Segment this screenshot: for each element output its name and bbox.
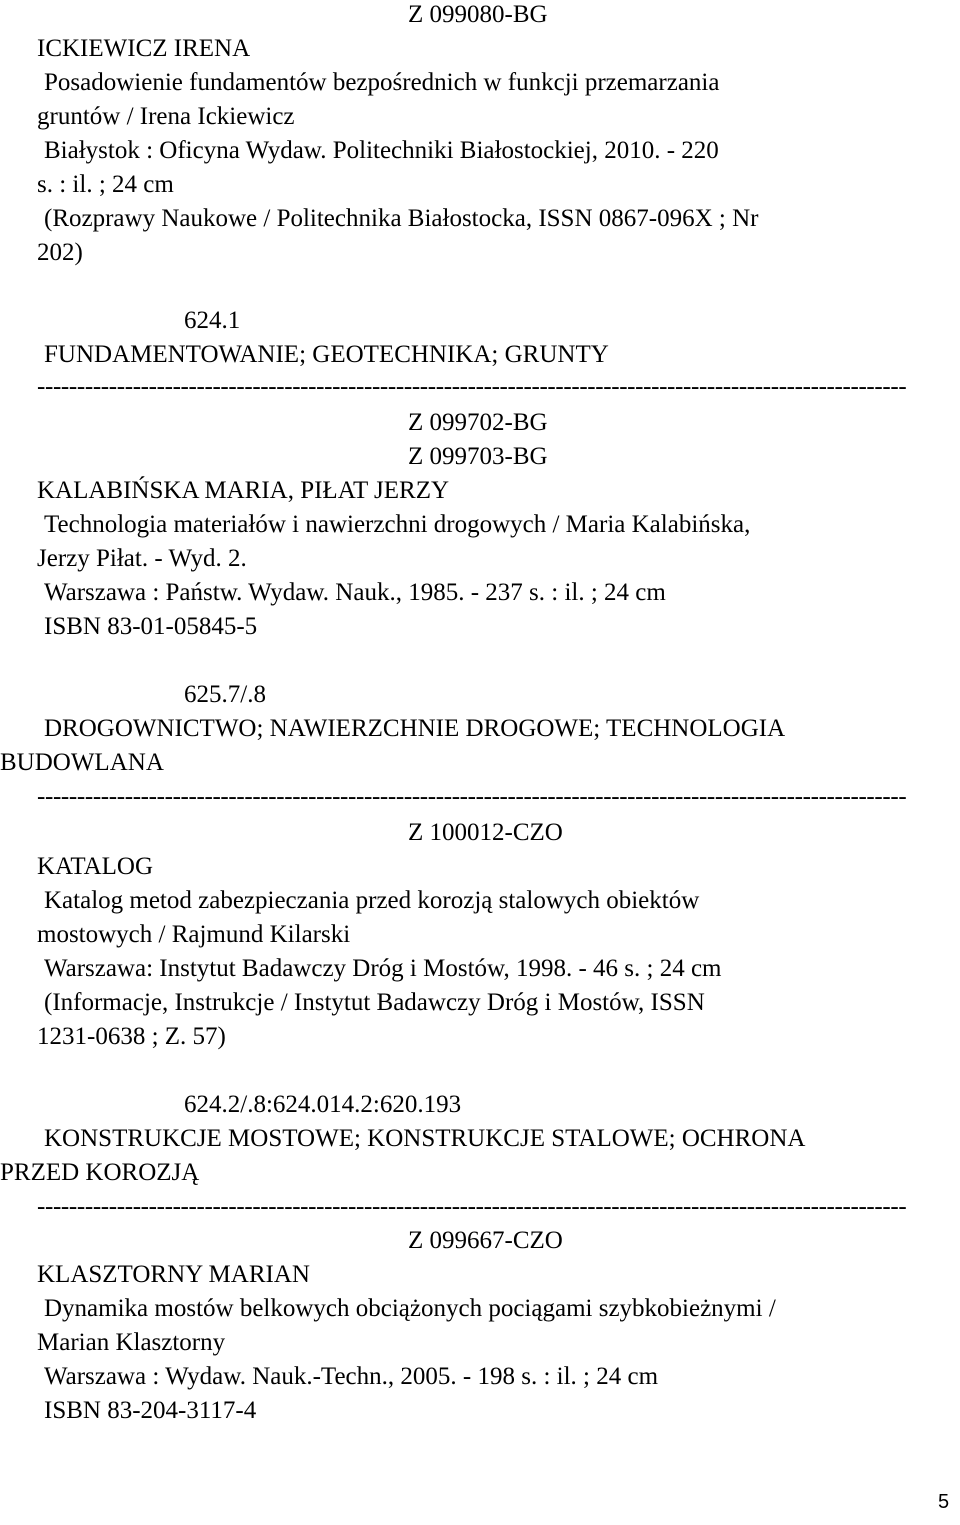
udc-number: 624.2/.8:624.014.2:620.193 (184, 1091, 462, 1118)
isbn: ISBN 83-204-3117-4 (44, 1397, 257, 1424)
call-number: Z 099702-BG (408, 409, 548, 436)
separator-line: ------------------------------------------------------------------------------------------------------------- (37, 373, 907, 400)
author-heading: KATALOG (37, 853, 154, 880)
title-line: Technologia materiałów i nawierzchni drogowych / Maria Kalabińska, (44, 511, 751, 538)
page-number: 5 (938, 1491, 950, 1513)
subject-headings: FUNDAMENTOWANIE; GEOTECHNIKA; GRUNTY (44, 341, 609, 368)
call-number: Z 099080-BG (408, 1, 548, 28)
title-line: Katalog metod zabezpieczania przed korozją stalowych obiektów (44, 887, 700, 914)
title-line: Jerzy Piłat. - Wyd. 2. (37, 545, 247, 572)
imprint-line: Warszawa : Państw. Wydaw. Nauk., 1985. - 237 s. : il. ; 24 cm (44, 579, 666, 606)
imprint-line: Białystok : Oficyna Wydaw. Politechniki Białostockiej, 2010. - 220 (44, 137, 719, 164)
separator-line: ------------------------------------------------------------------------------------------------------------- (37, 1193, 907, 1220)
subject-headings: DROGOWNICTWO; NAWIERZCHNIE DROGOWE; TECHNOLOGIA (44, 715, 786, 742)
call-number: Z 100012-CZO (408, 819, 563, 846)
author-heading: KALABIŃSKA MARIA, PIŁAT JERZY (37, 477, 450, 504)
udc-number: 624.1 (184, 307, 241, 334)
call-number: Z 099703-BG (408, 443, 548, 470)
imprint-line: Warszawa: Instytut Badawczy Dróg i Mostów, 1998. - 46 s. ; 24 cm (44, 955, 722, 982)
subject-headings: KONSTRUKCJE MOSTOWE; KONSTRUKCJE STALOWE; OCHRONA (44, 1125, 806, 1152)
title-line: gruntów / Irena Ickiewicz (37, 103, 295, 130)
series-line: (Informacje, Instrukcje / Instytut Badawczy Dróg i Mostów, ISSN (44, 989, 705, 1016)
udc-number: 625.7/.8 (184, 681, 266, 708)
isbn: ISBN 83-01-05845-5 (44, 613, 258, 640)
separator-line: ------------------------------------------------------------------------------------------------------------- (37, 783, 907, 810)
subject-headings: PRZED KOROZJĄ (0, 1159, 200, 1186)
title-line: Marian Klasztorny (37, 1329, 226, 1356)
author-heading: KLASZTORNY MARIAN (37, 1261, 310, 1288)
author-heading: ICKIEWICZ IRENA (37, 35, 251, 62)
imprint-line: Warszawa : Wydaw. Nauk.-Techn., 2005. - 198 s. : il. ; 24 cm (44, 1363, 659, 1390)
subject-headings: BUDOWLANA (0, 749, 164, 776)
series-line: 202) (37, 239, 83, 266)
title-line: Dynamika mostów belkowych obciążonych pociągami szybkobieżnymi / (44, 1295, 776, 1322)
call-number: Z 099667-CZO (408, 1227, 563, 1254)
title-line: mostowych / Rajmund Kilarski (37, 921, 351, 948)
imprint-line: s. : il. ; 24 cm (37, 171, 174, 198)
title-line: Posadowienie fundamentów bezpośrednich w funkcji przemarzania (44, 69, 720, 96)
series-line: 1231-0638 ; Z. 57) (37, 1023, 226, 1050)
series-line: (Rozprawy Naukowe / Politechnika Białostocka, ISSN 0867-096X ; Nr (44, 205, 759, 232)
